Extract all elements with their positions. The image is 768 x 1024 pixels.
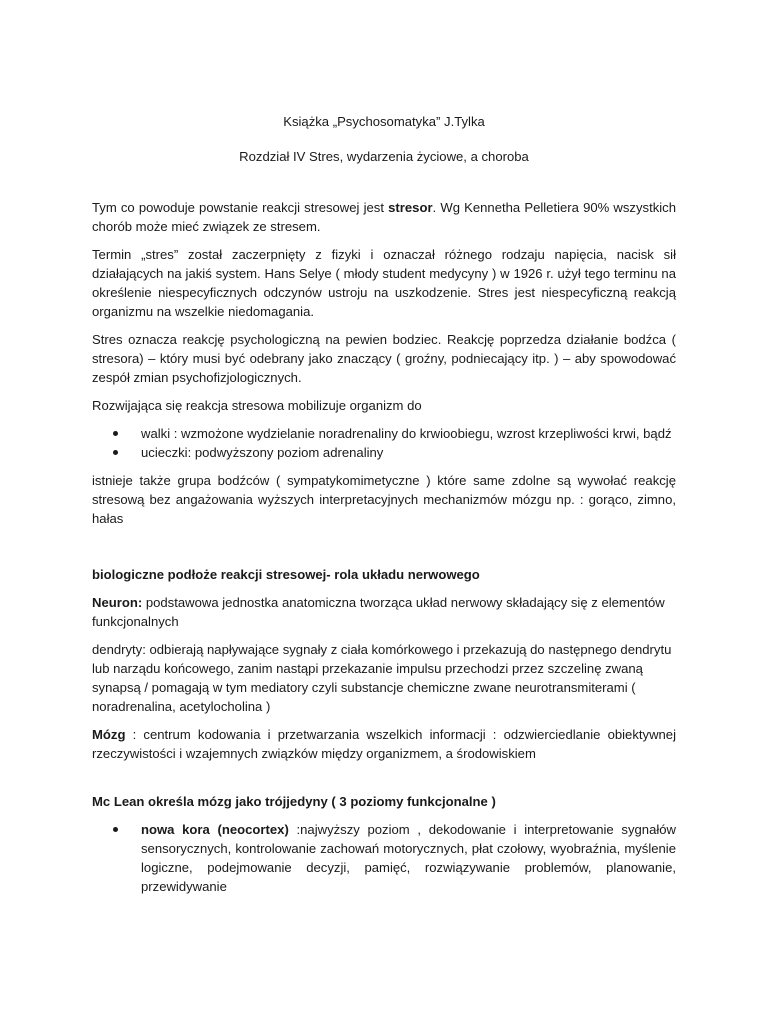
list-item [113,820,676,896]
spacer [92,772,676,792]
paragraph-stres-meaning: Stres oznacza reakcję psychologiczną na pewien bodziec. Reakcję poprzedza działanie bodźca ( stresora) – który musi być odebrany jako znaczący ( groźny, podniecający itp. ) – aby spowodować zespół zmian psychofizjologicznych. [92,332,676,385]
list-item-text: walki : wzmożone wydzielanie noradrenaliny do krwioobiegu, wzrost krzepliwości krwi, bądź [141,426,672,441]
paragraph-mobilization: Rozwijająca się reakcja stresowa mobilizuje organizm do [92,398,422,413]
bullet-icon [113,431,118,436]
brain-levels-list [92,820,676,896]
list-item [113,424,676,443]
document-page [92,112,676,905]
paragraph-brain [92,725,676,763]
neuron-term: Neuron: [92,595,143,610]
paragraph-stresor-b: . Wg Kennetha Pelletiera 90% wszystkich chorób może mieć związek ze stresem. [92,200,676,234]
spacer [92,537,676,565]
neuron-definition: podstawowa jednostka anatomiczna tworząca układ nerwowy składający się z elementów funkcjonalnych [92,595,665,629]
paragraph-neuron [92,593,676,631]
document-title: Książka „Psychosomatyka” J.Tylka [283,114,485,129]
paragraph-stresor [92,198,676,236]
bullet-icon [113,827,118,832]
paragraph-stresor-a: Tym co powoduje powstanie reakcji stresowej jest [92,200,389,215]
list-item-text: ucieczki: podwyższony poziom adrenaliny [141,445,384,460]
paragraph-term-stres: Termin „stres” został zaczerpnięty z fizyki i oznaczał różnego rodzaju napięcia, nacisk sił działających na jakiś system. Hans Selye ( młody student medycyny ) w 1926 r. użył tego terminu na określenie niespecyficznych odczynów ustroju na uszkodzenie. Stres jest niespecyficzną reakcją organizmu na wszelkie niedomagania. [92,247,676,319]
neocortex-term: nowa kora (neocortex) [141,822,289,837]
brain-term: Mózg [92,727,126,742]
bullet-icon [113,450,118,455]
section-heading-mclean: Mc Lean określa mózg jako trójjedyny ( 3 poziomy funkcjonalne ) [92,794,496,809]
paragraph-dendrites: dendryty: odbierają napływające sygnały z ciała komórkowego i przekazują do następnego dendrytu lub narządu końcowego, zanim nastąpi przekazanie impulsu przechodzi przez szczelinę zwaną synapsą / pomagają w tym mediatory czyli substancje chemiczne zwane neurotransmiterami ( noradrenalina, acetylocholina ) [92,642,672,714]
list-item [113,443,676,462]
reaction-list [92,424,676,462]
section-heading-biological: biologiczne podłoże reakcji stresowej- rola układu nerwowego [92,567,480,582]
brain-definition: : centrum kodowania i przetwarzania wszelkich informacji : odzwierciedlanie obiektywnej rzeczywistości i wzajemnych związków między organizmem, a środowiskiem [92,727,676,761]
paragraph-sympathomimetic: istnieje także grupa bodźców ( sympatykomimetyczne ) które same zdolne są wywołać reakcję stresową bez angażowania wyższych interpretacyjnych mechanizmów mózgu np. : gorąco, zimno, hałas [92,473,676,526]
chapter-title: Rozdział IV Stres, wydarzenia życiowe, a choroba [239,149,529,164]
stresor-term: stresor [388,200,433,215]
list-item-text [141,820,676,896]
neocortex-description: :najwyższy poziom , dekodowanie i interpretowanie sygnałów sensorycznych, kontrolowanie zachowań motorycznych, płat czołowy, wyobraźnia, myślenie logiczne, podejmowanie decyzji, pamięć, rozwiązywanie problemów, planowanie, przewidywanie [141,822,676,894]
